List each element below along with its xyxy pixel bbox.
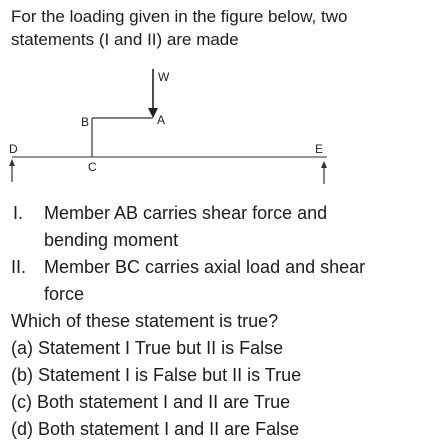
question-intro-line-1: For the loading given in the figure below, two <box>11 7 348 26</box>
statement-1-number: I. <box>13 203 24 223</box>
option-a: (a) Statement I True but II is False <box>11 338 284 358</box>
reaction-d-head <box>9 159 15 166</box>
label-e: E <box>315 142 324 156</box>
statement-2-number: II. <box>11 257 27 277</box>
reaction-e-head <box>321 161 327 168</box>
statement-1-line-1: Member AB carries shear force and <box>44 203 328 223</box>
label-c: C <box>88 160 97 174</box>
question-prompt: Which of these statement is true? <box>11 311 279 331</box>
question-intro-line-2: statements (I and II) are made <box>11 30 239 49</box>
option-d: (d) Both statement I and II are False <box>11 419 300 439</box>
statement-2-line-2: force <box>44 284 85 304</box>
label-a: A <box>157 113 166 127</box>
label-b: B <box>81 115 90 129</box>
option-b: (b) Statement I is False but II is True <box>11 365 302 385</box>
label-d: D <box>9 142 18 156</box>
statement-1-line-2: bending moment <box>44 230 179 250</box>
label-w: W <box>158 70 170 84</box>
statement-2-line-1: Member BC carries axial load and shear <box>44 257 366 277</box>
option-c: (c) Both statement I and II are True <box>11 392 291 412</box>
